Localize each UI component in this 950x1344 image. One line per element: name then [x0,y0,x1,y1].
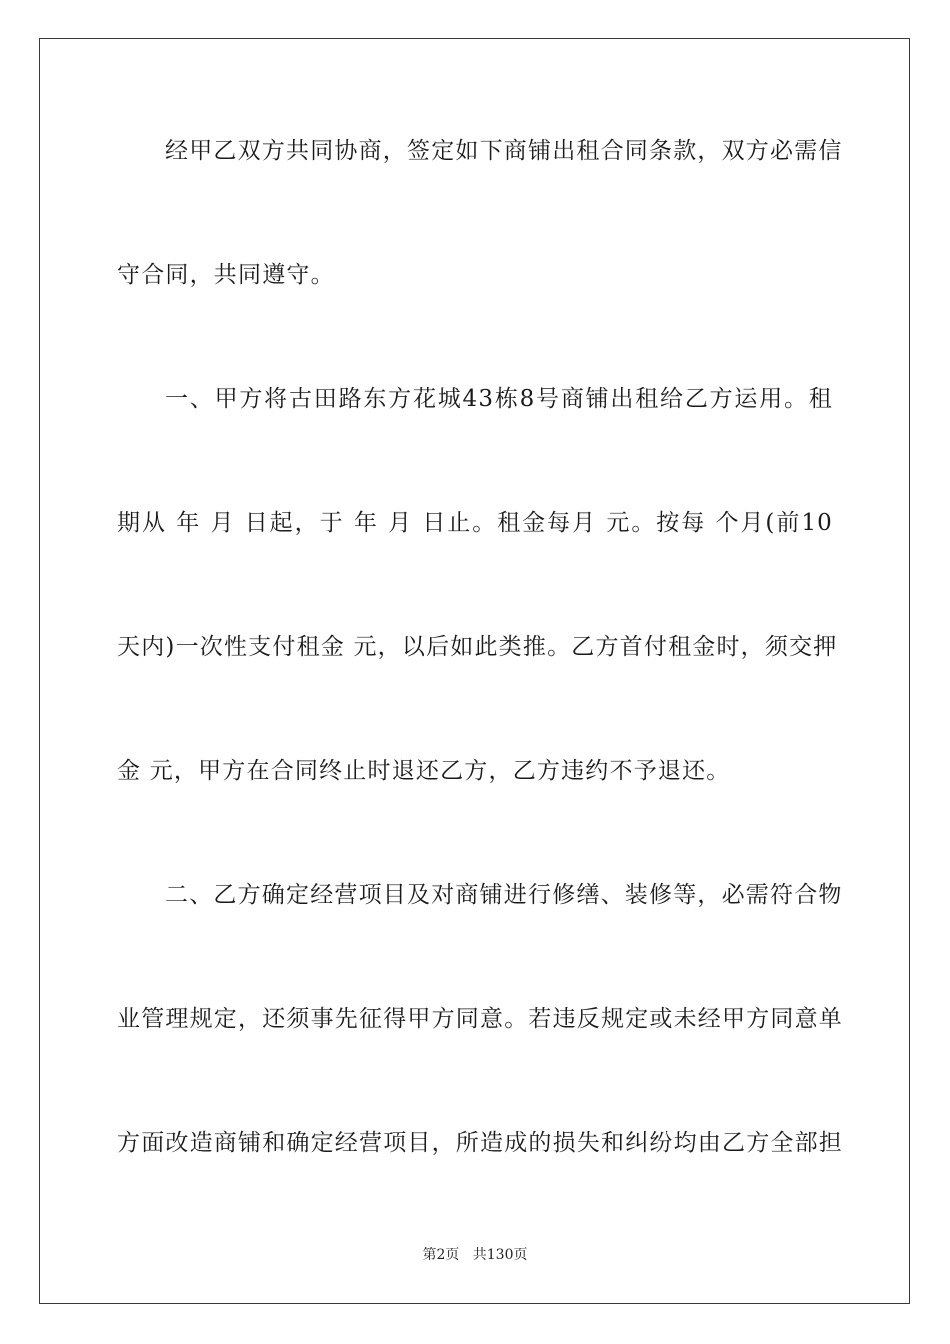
paragraph-line: 守合同，共同遵守。 [117,262,335,288]
paragraph-line: 一、甲方将古田路东方花城43栋8号商铺出租给乙方运用。租 [165,386,833,412]
paragraph-line: 业管理规定，还须事先征得甲方同意。若违反规定或未经甲方同意单 [117,1006,843,1032]
page-border [39,38,910,1304]
paragraph-line: 方面改造商铺和确定经营项目，所造成的损失和纠纷均由乙方全部担 [117,1130,843,1156]
page-number: 第2页 [422,1247,460,1263]
page-total: 共130页 [472,1247,528,1263]
paragraph-line: 经甲乙双方共同协商，签定如下商铺出租合同条款，双方必需信 [165,138,843,164]
paragraph-line: 天内)一次性支付租金 元，以后如此类推。乙方首付租金时，须交押 [117,634,838,660]
paragraph-line: 二、乙方确定经营项目及对商铺进行修缮、装修等，必需符合物 [165,882,843,908]
page-footer [0,1246,950,1264]
paragraph-line: 金 元，甲方在合同终止时退还乙方，乙方违约不予退还。 [117,758,731,784]
paragraph-line: 期从 年 月 日起，于 年 月 日止。租金每月 元。按每 个月(前10 [117,510,833,536]
